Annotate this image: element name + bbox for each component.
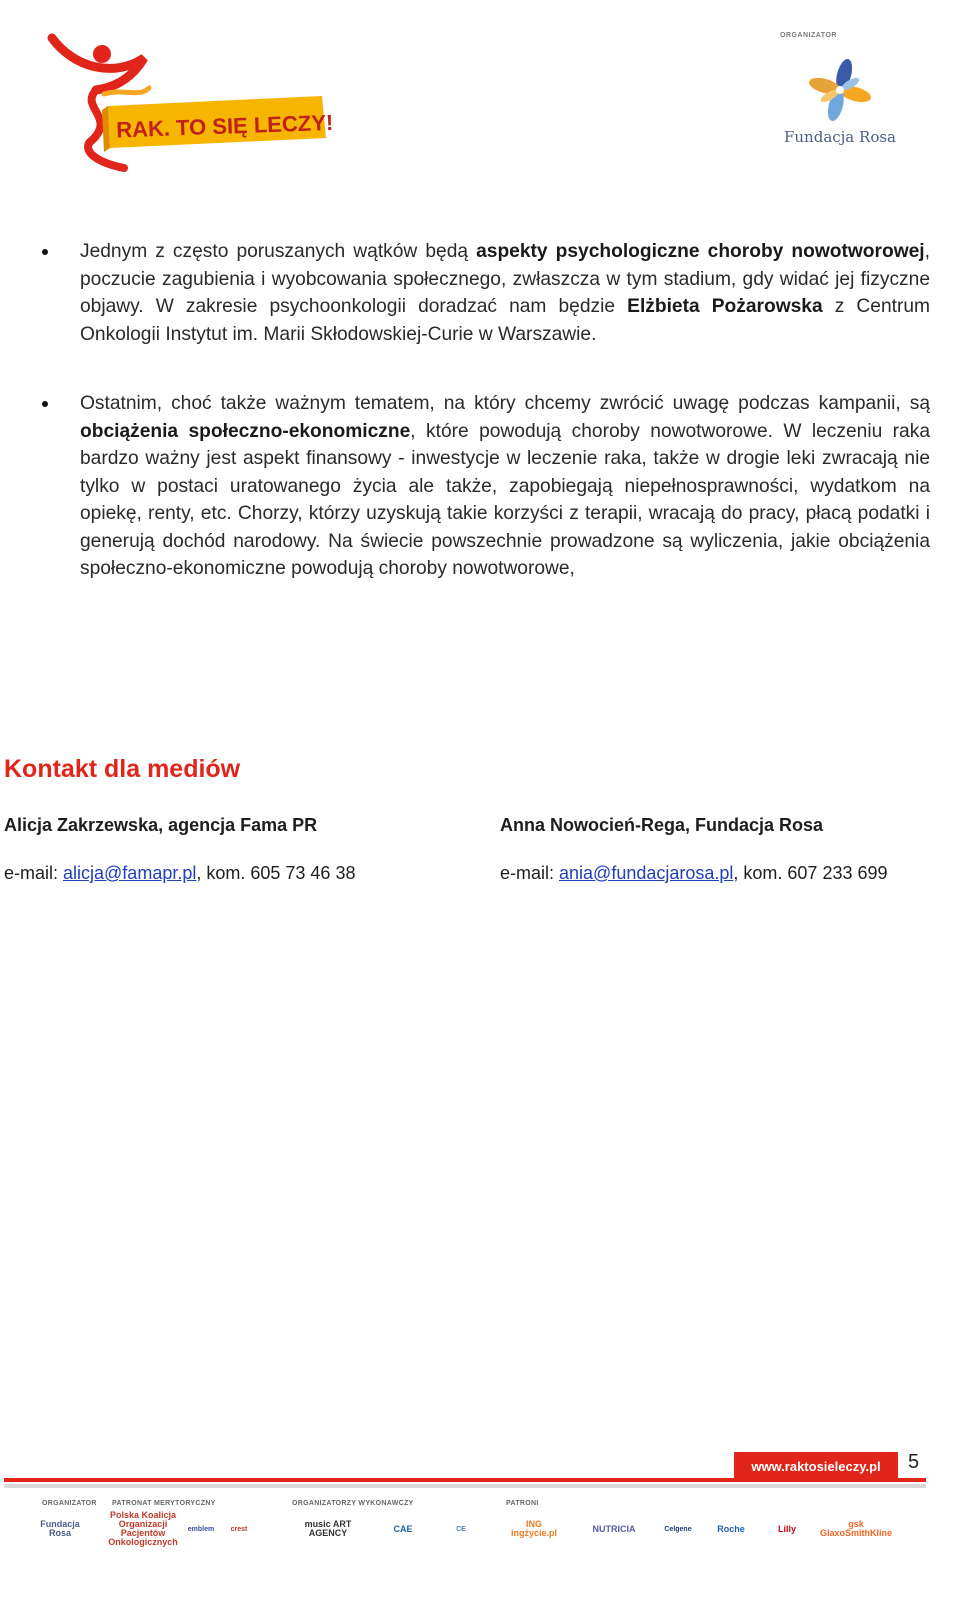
campaign-logo-graphic [44,28,344,178]
phone-text: , kom. 605 73 46 38 [196,863,356,883]
bullet-text: Jednym z często poruszanych wątków będą [80,241,477,262]
sponsor-group-label: ORGANIZATOR [42,1500,97,1507]
page-number: 5 [908,1451,920,1473]
contact-name: Alicja Zakrzewska, agencja Fama PR [4,815,318,835]
contact-name: Anna Nowocień-Rega, Fundacja Rosa [500,815,824,835]
email-label: e-mail: [4,863,64,883]
contact-left [4,812,464,886]
campaign-logo [44,28,344,178]
bullet-item [40,238,930,348]
sponsor-group-label: PATRONAT MERYTORYCZNY [112,1500,216,1507]
bullet-item [40,390,930,583]
sponsor-logo: NUTRICIA [592,1523,636,1534]
sponsor-logo: emblem [187,1525,215,1533]
phone-text: , kom. 607 233 699 [733,863,888,883]
sponsor-logo: Fundacja Rosa [40,1519,80,1538]
sponsor-logo: Roche [717,1523,745,1534]
contact-details [4,860,464,886]
footer-url[interactable]: www.raktosieleczy.pl [734,1452,898,1482]
sponsor-logo: CAE [393,1523,413,1534]
sponsor-logo: ING ingżycie.pl [510,1519,557,1538]
organizer-name: Fundacja Rosa [783,128,896,146]
bullet-text: , które powodują choroby nowotworowe. W leczeniu raka bardzo ważny jest aspekt finansowy - inwestycje w leczenie raka, także w drogie leki zwracają nie tylko w postaci uratowanego życia ale także, zapobiegają niepełnosprawności, wydatkom na opiekę, renty, etc. Chorzy, którzy uzyskują takie korzyści z terapii, wracają do pracy, płacą podatki i generują dochód narodowy. Na świecie powszechnie prowadzone są wyliczenia, jakie obciążenia społeczno-ekonomiczne powodują choroby nowotworowe, [80,420,930,579]
footer-divider [4,1478,926,1482]
bullet-bold-text: Elżbieta Pożarowska [627,296,823,317]
bullet-bold-text: obciążenia społeczno-ekonomiczne [80,420,411,442]
bullet-text: z Centrum Onkologii Instytut im. Marii Skłodowskiej-Curie w Warszawie. [80,296,930,345]
sponsor-logo: Lilly [777,1523,796,1534]
organizer-logo [770,28,910,158]
bullet-text: , poczucie zagubienia i wyobcowania społecznego, zwłaszcza w tym stadium, gdy widać jej fizyczne objawy. W zakresie psychoonkologii doradzać nam będzie [80,241,930,317]
bullet-list [40,238,930,583]
email-label: e-mail: [500,863,560,883]
sponsor-logo: gsk GlaxoSmithKline [820,1519,893,1538]
sponsor-group-label: ORGANIZATORZY WYKONAWCZY [292,1500,414,1507]
sponsor-logo: CE [456,1525,466,1533]
sponsor-group-label: PATRONI [506,1500,539,1507]
footer-divider-grey [4,1484,926,1488]
contact-details [500,860,960,886]
email-link[interactable]: ania@fundacjarosa.pl [559,863,734,883]
sponsor-logo: crest [230,1525,248,1533]
campaign-logo-text: RAK. TO SIĘ LECZY! [115,109,334,143]
sponsor-logo: Celgene [664,1525,692,1533]
contact-title: Kontakt dla mediów [4,755,241,783]
rosa-flower-icon [770,28,910,128]
organizer-label: ORGANIZATOR [780,32,837,39]
bullet-text: Ostatnim, choć także ważnym tematem, na który chcemy zwrócić uwagę podczas kampanii, są [80,393,930,414]
contact-right [500,812,960,886]
email-link[interactable]: alicja@famapr.pl [63,863,197,883]
bullet-bold-text: aspekty psychologiczne choroby nowotworowej [476,241,925,262]
sponsor-logo: Polska Koalicja Organizacji Pacjentów Onkologicznych [108,1510,178,1547]
sponsor-logo: music ART AGENCY [304,1519,352,1538]
